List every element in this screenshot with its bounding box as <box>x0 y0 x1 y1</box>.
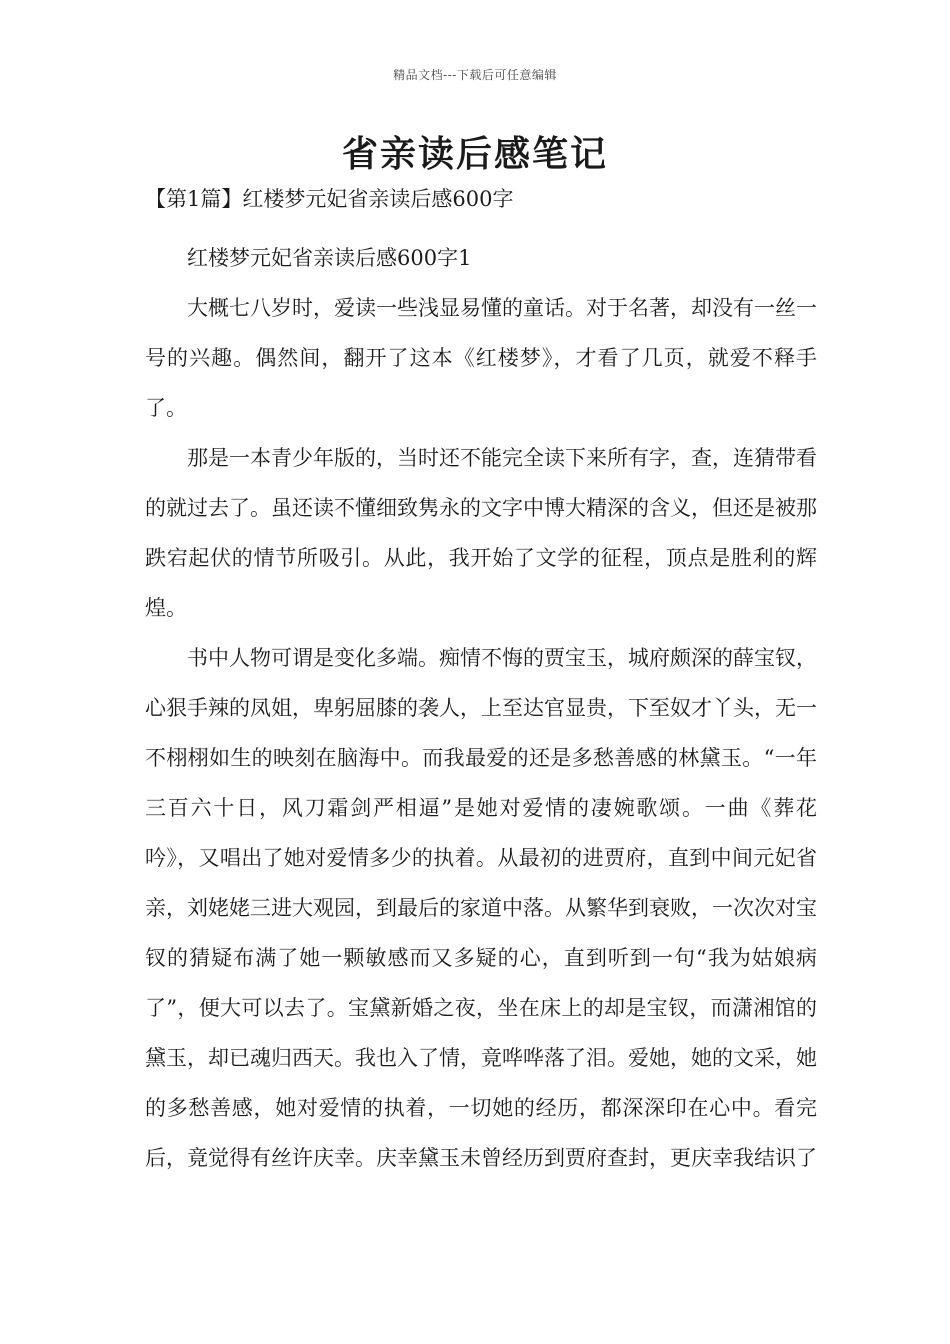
section-heading: 【第1篇】红楼梦元妃省亲读后感600字 <box>145 187 514 211</box>
paragraph: 那是一本青少年版的，当时还不能完全读下来所有字，查，连猜带看的就过去了。虽还读不懂细致隽永的文字中博大精深的含义，但还是被那跌宕起伏的情节所吸引。从此，我开始了文学的征程，顶点是胜利的辉煌。 <box>145 446 817 620</box>
paragraph: 书中人物可谓是变化多端。痴情不悔的贾宝玉，城府颇深的薛宝钗，心狠手辣的凤姐，卑躬屈膝的袭人，上至达官显贵，下至奴才丫头，无一不栩栩如生的映刻在脑海中。而我最爱的还是多愁善感的林黛玉。“一年三百六十日，风刀霜剑严相逼”是她对爱情的凄婉歌颂。一曲《葬花吟》，又唱出了她对爱情多少的执着。从最初的进贾府，直到中间元妃省亲，刘姥姥三进大观园，到最后的家道中落。从繁华到衰败，一次次对宝钗的猜疑布满了她一颗敏感而又多疑的心，直到听到一句“我为姑娘病了”，便大可以去了。宝黛新婚之夜，坐在床上的却是宝钗，而潇湘馆的黛玉，却已魂归西天。我也入了情，竟哗哗落了泪。爱她，她的文采，她的多愁善感，她对爱情的执着，一切她的经历，都深深印在心中。看完后，竟觉得有丝许庆幸。庆幸黛玉未曾经历到贾府查封，更庆幸我结识了 <box>145 646 817 1170</box>
body-text <box>145 233 817 1183</box>
paragraph: 大概七八岁时，爱读一些浅显易懂的童话。对于名著，却没有一丝一号的兴趣。偶然间，翻开了这本《红楼梦》，才看了几页，就爱不释手了。 <box>145 296 817 420</box>
document-title: 省亲读后感笔记 <box>341 133 608 175</box>
subheading-paragraph: 红楼梦元妃省亲读后感600字1 <box>187 246 472 270</box>
header-note: 精品文档---下载后可任意编辑 <box>393 68 557 82</box>
